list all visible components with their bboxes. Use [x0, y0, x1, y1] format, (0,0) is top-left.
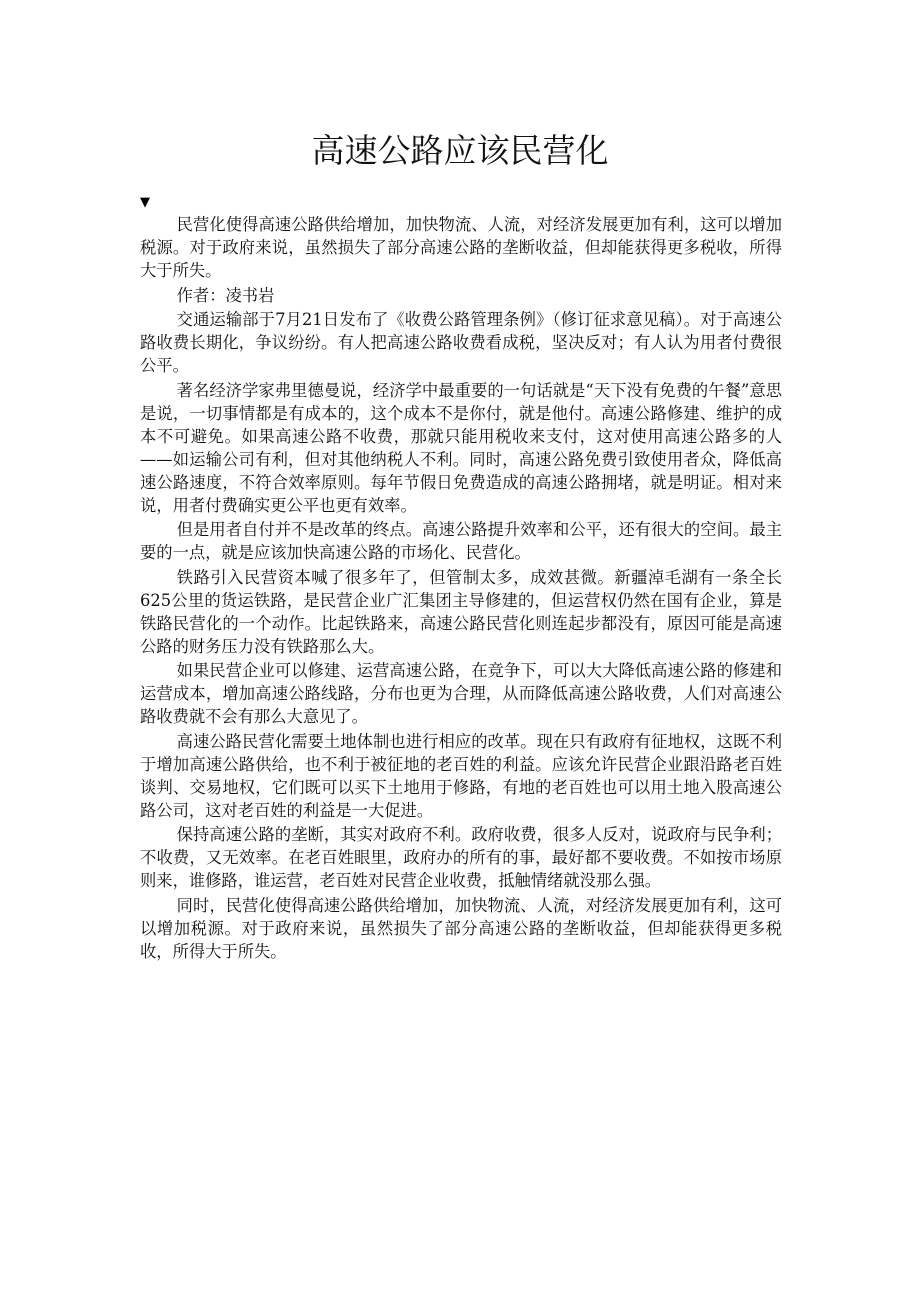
collapse-triangle-icon[interactable]: ▼ — [140, 195, 150, 210]
paragraph: 保持高速公路的垄断，其实对政府不利。政府收费，很多人反对，说政府与民争利；不收费，又无效率。在老百姓眼里，政府办的所有的事，最好都不要收费。不如按市场原则来，谁修路，谁运营，老百姓对民营企业收费，抵触情绪就没那么强。 — [140, 825, 782, 890]
paragraph: 但是用者自付并不是改革的终点。高速公路提升效率和公平，还有很大的空间。最主要的一点，就是应该加快高速公路的市场化、民营化。 — [140, 520, 782, 562]
page-title: 高速公路应该民营化 — [311, 131, 609, 170]
paragraph-conclusion: 同时，民营化使得高速公路供给增加，加快物流、人流，对经济发展更加有利，这可以增加税源。对于政府来说，虽然损失了部分高速公路的垄断收益，但却能获得更多税收，所得大于所失。 — [140, 895, 782, 961]
paragraph: 著名经济学家弗里德曼说，经济学中最重要的一句话就是“天下没有免费的午餐”意思是说，一切事情都是有成本的，这个成本不是你付，就是他付。高速公路修建、维护的成本不可避免。如果高速公路不收费，那就只能用税收来支付，这对使用高速公路多的人——如运输公司有利，但对其他纳税人不利。同时，高速公路免费引致使用者众，降低高速公路速度，不符合效率原则。每年节假日免费造成的高速公路拥堵，就是明证。相对来说，用者付费确实更公平也更有效率。 — [140, 380, 782, 515]
paragraph: 如果民营企业可以修建、运营高速公路，在竞争下，可以大大降低高速公路的修建和运营成本，增加高速公路线路，分布也更为合理，从而降低高速公路收费，人们对高速公路收费就不会有那么大意见了。 — [140, 661, 782, 726]
paragraph: 交通运输部于7月21日发布了《收费公路管理条例》（修订征求意见稿）。对于高速公路收费长期化，争议纷纷。有人把高速公路收费看成税，坚决反对；有人认为用者付费很公平。 — [140, 310, 782, 375]
article-body — [140, 213, 782, 964]
paragraph-summary: 民营化使得高速公路供给增加，加快物流、人流，对经济发展更加有利，这可以增加税源。对于政府来说，虽然损失了部分高速公路的垄断收益，但却能获得更多税收，所得大于所失。 — [140, 215, 782, 280]
paragraph: 铁路引入民营资本喊了很多年了，但管制太多，成效甚微。新疆淖毛湖有一条全长625公里的货运铁路，是民营企业广汇集团主导修建的，但运营权仍然在国有企业，算是铁路民营化的一个动作。比起铁路来，高速公路民营化则连起步都没有，原因可能是高速公路的财务压力没有铁路那么大。 — [140, 567, 782, 656]
paragraph-author: 作者：凌书岩 — [176, 285, 275, 305]
paragraph: 高速公路民营化需要土地体制也进行相应的改革。现在只有政府有征地权，这既不利于增加高速公路供给，也不利于被征地的老百姓的利益。应该允许民营企业跟沿路老百姓谈判、交易地权，它们既可以买下土地用于修路，有地的老百姓也可以用土地入股高速公路公司，这对老百姓的利益是一大促进。 — [140, 731, 782, 820]
